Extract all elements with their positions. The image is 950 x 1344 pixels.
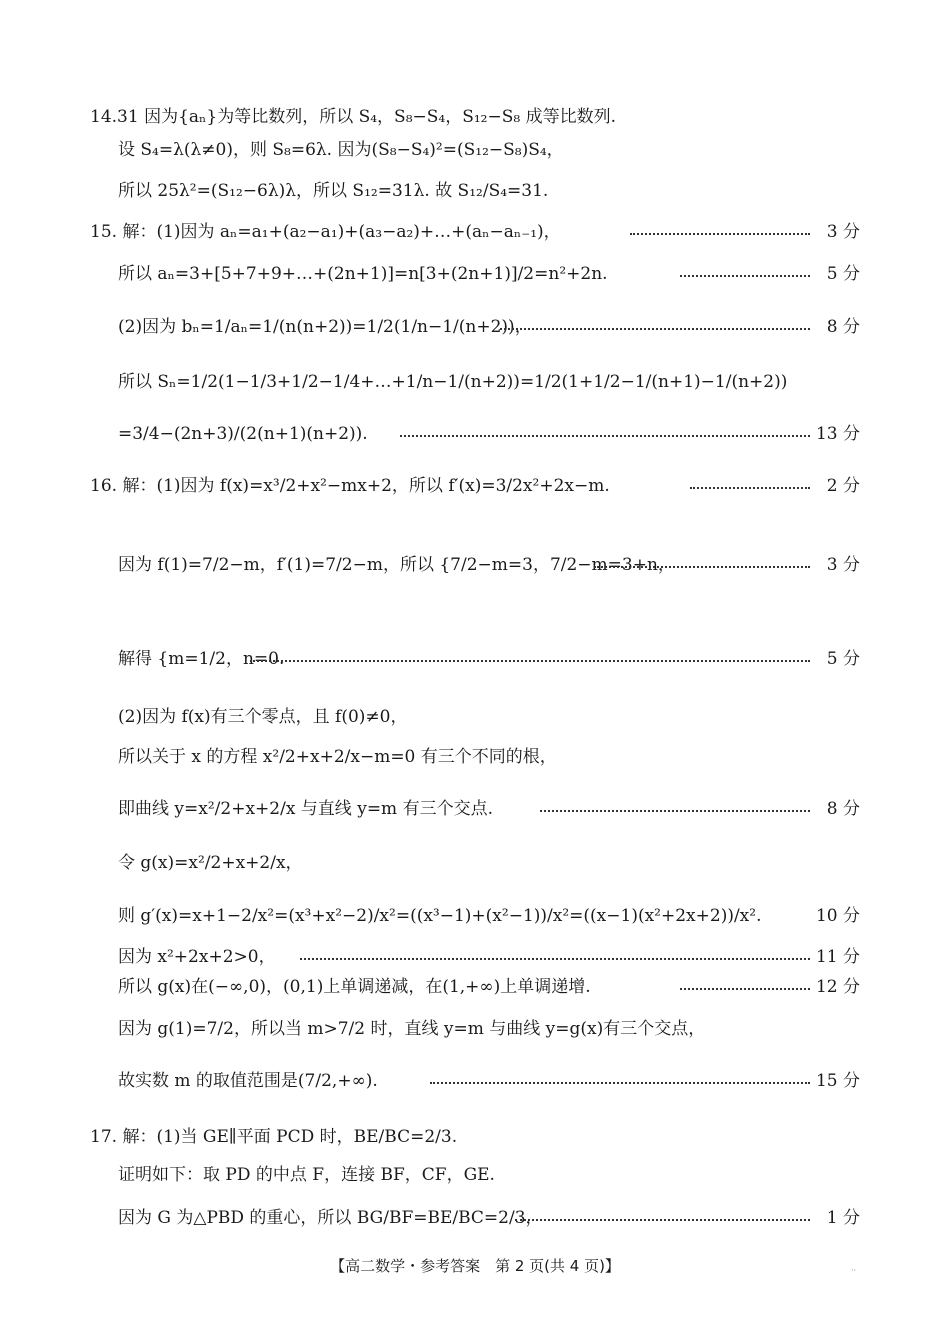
q15-line-1: 15. 解：(1)因为 aₙ=a₁+(a₂−a₁)+(a₃−a₂)+…+(aₙ−aₙ₋₁)，: [90, 222, 561, 242]
q16-line-8: 则 g′(x)=x+1−2/x²=(x³+x²−2)/x²=((x³−1)+(x²−1))/x²=((x−1)(x²+2x+2))/x².: [118, 906, 762, 926]
q15-line-5: =3/4−(2n+3)/(2(n+1)(n+2)).: [118, 424, 368, 444]
points-label: 15 分: [815, 1071, 860, 1091]
q15-line-3: (2)因为 bₙ=1/aₙ=1/(n(n+2))=1/2(1/n−1/(n+2))，: [118, 317, 532, 337]
q14-line-1: 14.31 因为{aₙ}为等比数列，所以 S₄，S₈−S₄，S₁₂−S₈ 成等比数列.: [90, 107, 617, 127]
points-label: 12 分: [815, 977, 860, 997]
corner-mark: ··: [851, 1266, 857, 1275]
q16-line-12: 故实数 m 的取值范围是(7/2,+∞).: [118, 1071, 378, 1091]
q16-line-2: 因为 f(1)=7/2−m，f′(1)=7/2−m，所以 {7/2−m=3，7/2−m=3+n，: [118, 555, 675, 575]
q16-line-10: 所以 g(x)在(−∞,0)，(0,1)上单调递减，在(1,+∞)上单调递增.: [118, 977, 591, 997]
leader-dots: [300, 958, 810, 960]
q16-line-9: 因为 x²+2x+2>0，: [118, 947, 276, 967]
q16-line-3: 解得 {m=1/2，n=0.: [118, 649, 285, 669]
points-label: 5 分: [826, 264, 860, 284]
leader-dots: [430, 1082, 810, 1084]
points-label: 10 分: [815, 906, 860, 926]
q14-line-3: 所以 25λ²=(S₁₂−6λ)λ，所以 S₁₂=31λ. 故 S₁₂/S₄=31.: [118, 181, 549, 201]
points-label: 3 分: [826, 222, 860, 242]
q17-line-2: 证明如下：取 PD 的中点 F，连接 BF，CF，GE.: [118, 1165, 495, 1185]
page-footer: 【高二数学・参考答案 第 2 页(共 4 页)】: [330, 1257, 620, 1275]
leader-dots: [515, 1219, 810, 1221]
leader-dots: [630, 233, 810, 235]
q17-line-1: 17. 解：(1)当 GE∥平面 PCD 时，BE/BC=2/3.: [90, 1127, 458, 1147]
q14-line-2: 设 S₄=λ(λ≠0)，则 S₈=6λ. 因为(S₈−S₄)²=(S₁₂−S₈)S₄，: [118, 140, 564, 160]
q17-line-3: 因为 G 为△PBD 的重心，所以 BG/BF=BE/BC=2/3，: [118, 1208, 543, 1228]
q16-line-1: 16. 解：(1)因为 f(x)=x³/2+x²−mx+2，所以 f′(x)=3/2x²+2x−m.: [90, 476, 610, 496]
leader-dots: [594, 566, 810, 568]
points-label: 3 分: [826, 555, 860, 575]
leader-dots: [680, 275, 810, 277]
leader-dots: [690, 487, 810, 489]
leader-dots: [400, 435, 810, 437]
q16-line-11: 因为 g(1)=7/2，所以当 m>7/2 时，直线 y=m 与曲线 y=g(x)有三个交点，: [118, 1019, 706, 1039]
leader-dots: [250, 660, 810, 662]
points-label: 11 分: [815, 947, 860, 967]
points-label: 8 分: [826, 317, 860, 337]
leader-dots: [680, 988, 810, 990]
q15-line-4: 所以 Sₙ=1/2(1−1/3+1/2−1/4+…+1/n−1/(n+2))=1/2(1+1/2−1/(n+1)−1/(n+2)): [118, 372, 788, 392]
points-label: 13 分: [815, 424, 860, 444]
points-label: 1 分: [826, 1208, 860, 1228]
points-label: 8 分: [826, 799, 860, 819]
q16-line-7: 令 g(x)=x²/2+x+2/x，: [118, 853, 303, 873]
q16-line-6: 即曲线 y=x²/2+x+2/x 与直线 y=m 有三个交点.: [118, 799, 493, 819]
points-label: 5 分: [826, 649, 860, 669]
q16-line-5: 所以关于 x 的方程 x²/2+x+2/x−m=0 有三个不同的根，: [118, 747, 557, 767]
q16-line-4: (2)因为 f(x)有三个零点，且 f(0)≠0，: [118, 707, 408, 727]
leader-dots: [500, 328, 810, 330]
q15-line-2: 所以 aₙ=3+[5+7+9+…+(2n+1)]=n[3+(2n+1)]/2=n²+2n.: [118, 264, 608, 284]
leader-dots: [540, 810, 810, 812]
points-label: 2 分: [826, 476, 860, 496]
